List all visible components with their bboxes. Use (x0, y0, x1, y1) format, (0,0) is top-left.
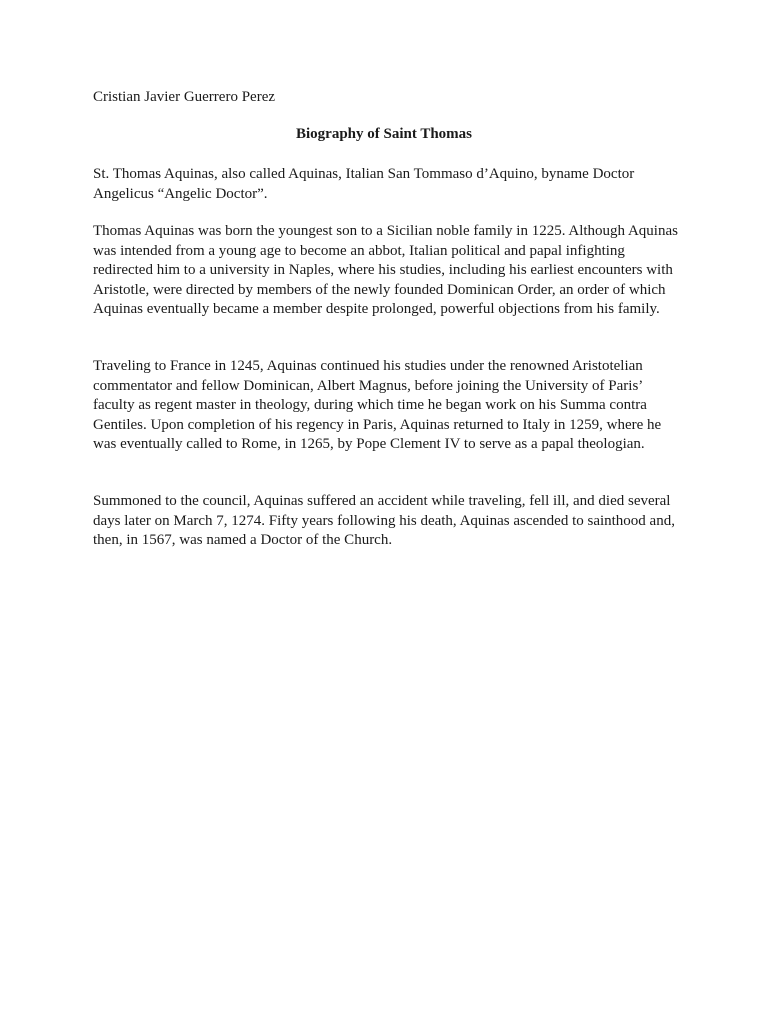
author-name: Cristian Javier Guerrero Perez (93, 89, 276, 105)
document-title: Biography of Saint Thomas (295, 126, 472, 142)
paragraph-death: Summoned to the council, Aquinas suffered an accident while traveling, fell ill, and died several days later on March 7, 1274. Fifty years following his death, Aquinas ascended to sainthood and, then, in 1567, was named a Doctor of the Church. (93, 493, 675, 548)
paragraph-studies: Traveling to France in 1245, Aquinas continued his studies under the renowned Aristotelian commentator and fellow Dominican, Albert Magnus, before joining the University of Paris’ faculty as regent master in theology, during which time he began work on his Summa contra Gentiles. Upon completion of his regency in Paris, Aquinas returned to Italy in 1259, where he was eventually called to Rome, in 1265, by Pope Clement IV to serve as a papal theologian. (93, 358, 662, 452)
paragraph-early-life: Thomas Aquinas was born the youngest son to a Sicilian noble family in 1225. Although Aquinas was intended from a young age to become an abbot, Italian political and papal infighting redirected him to a university in Naples, where his studies, including his earliest encounters with Aristotle, were directed by members of the newly founded Dominican Order, an order of which Aquinas eventually became a member despite prolonged, powerful objections from his family. (93, 223, 678, 317)
paragraph-intro: St. Thomas Aquinas, also called Aquinas, Italian San Tommaso d’Aquino, byname Doctor Angelicus “Angelic Doctor”. (93, 166, 635, 202)
